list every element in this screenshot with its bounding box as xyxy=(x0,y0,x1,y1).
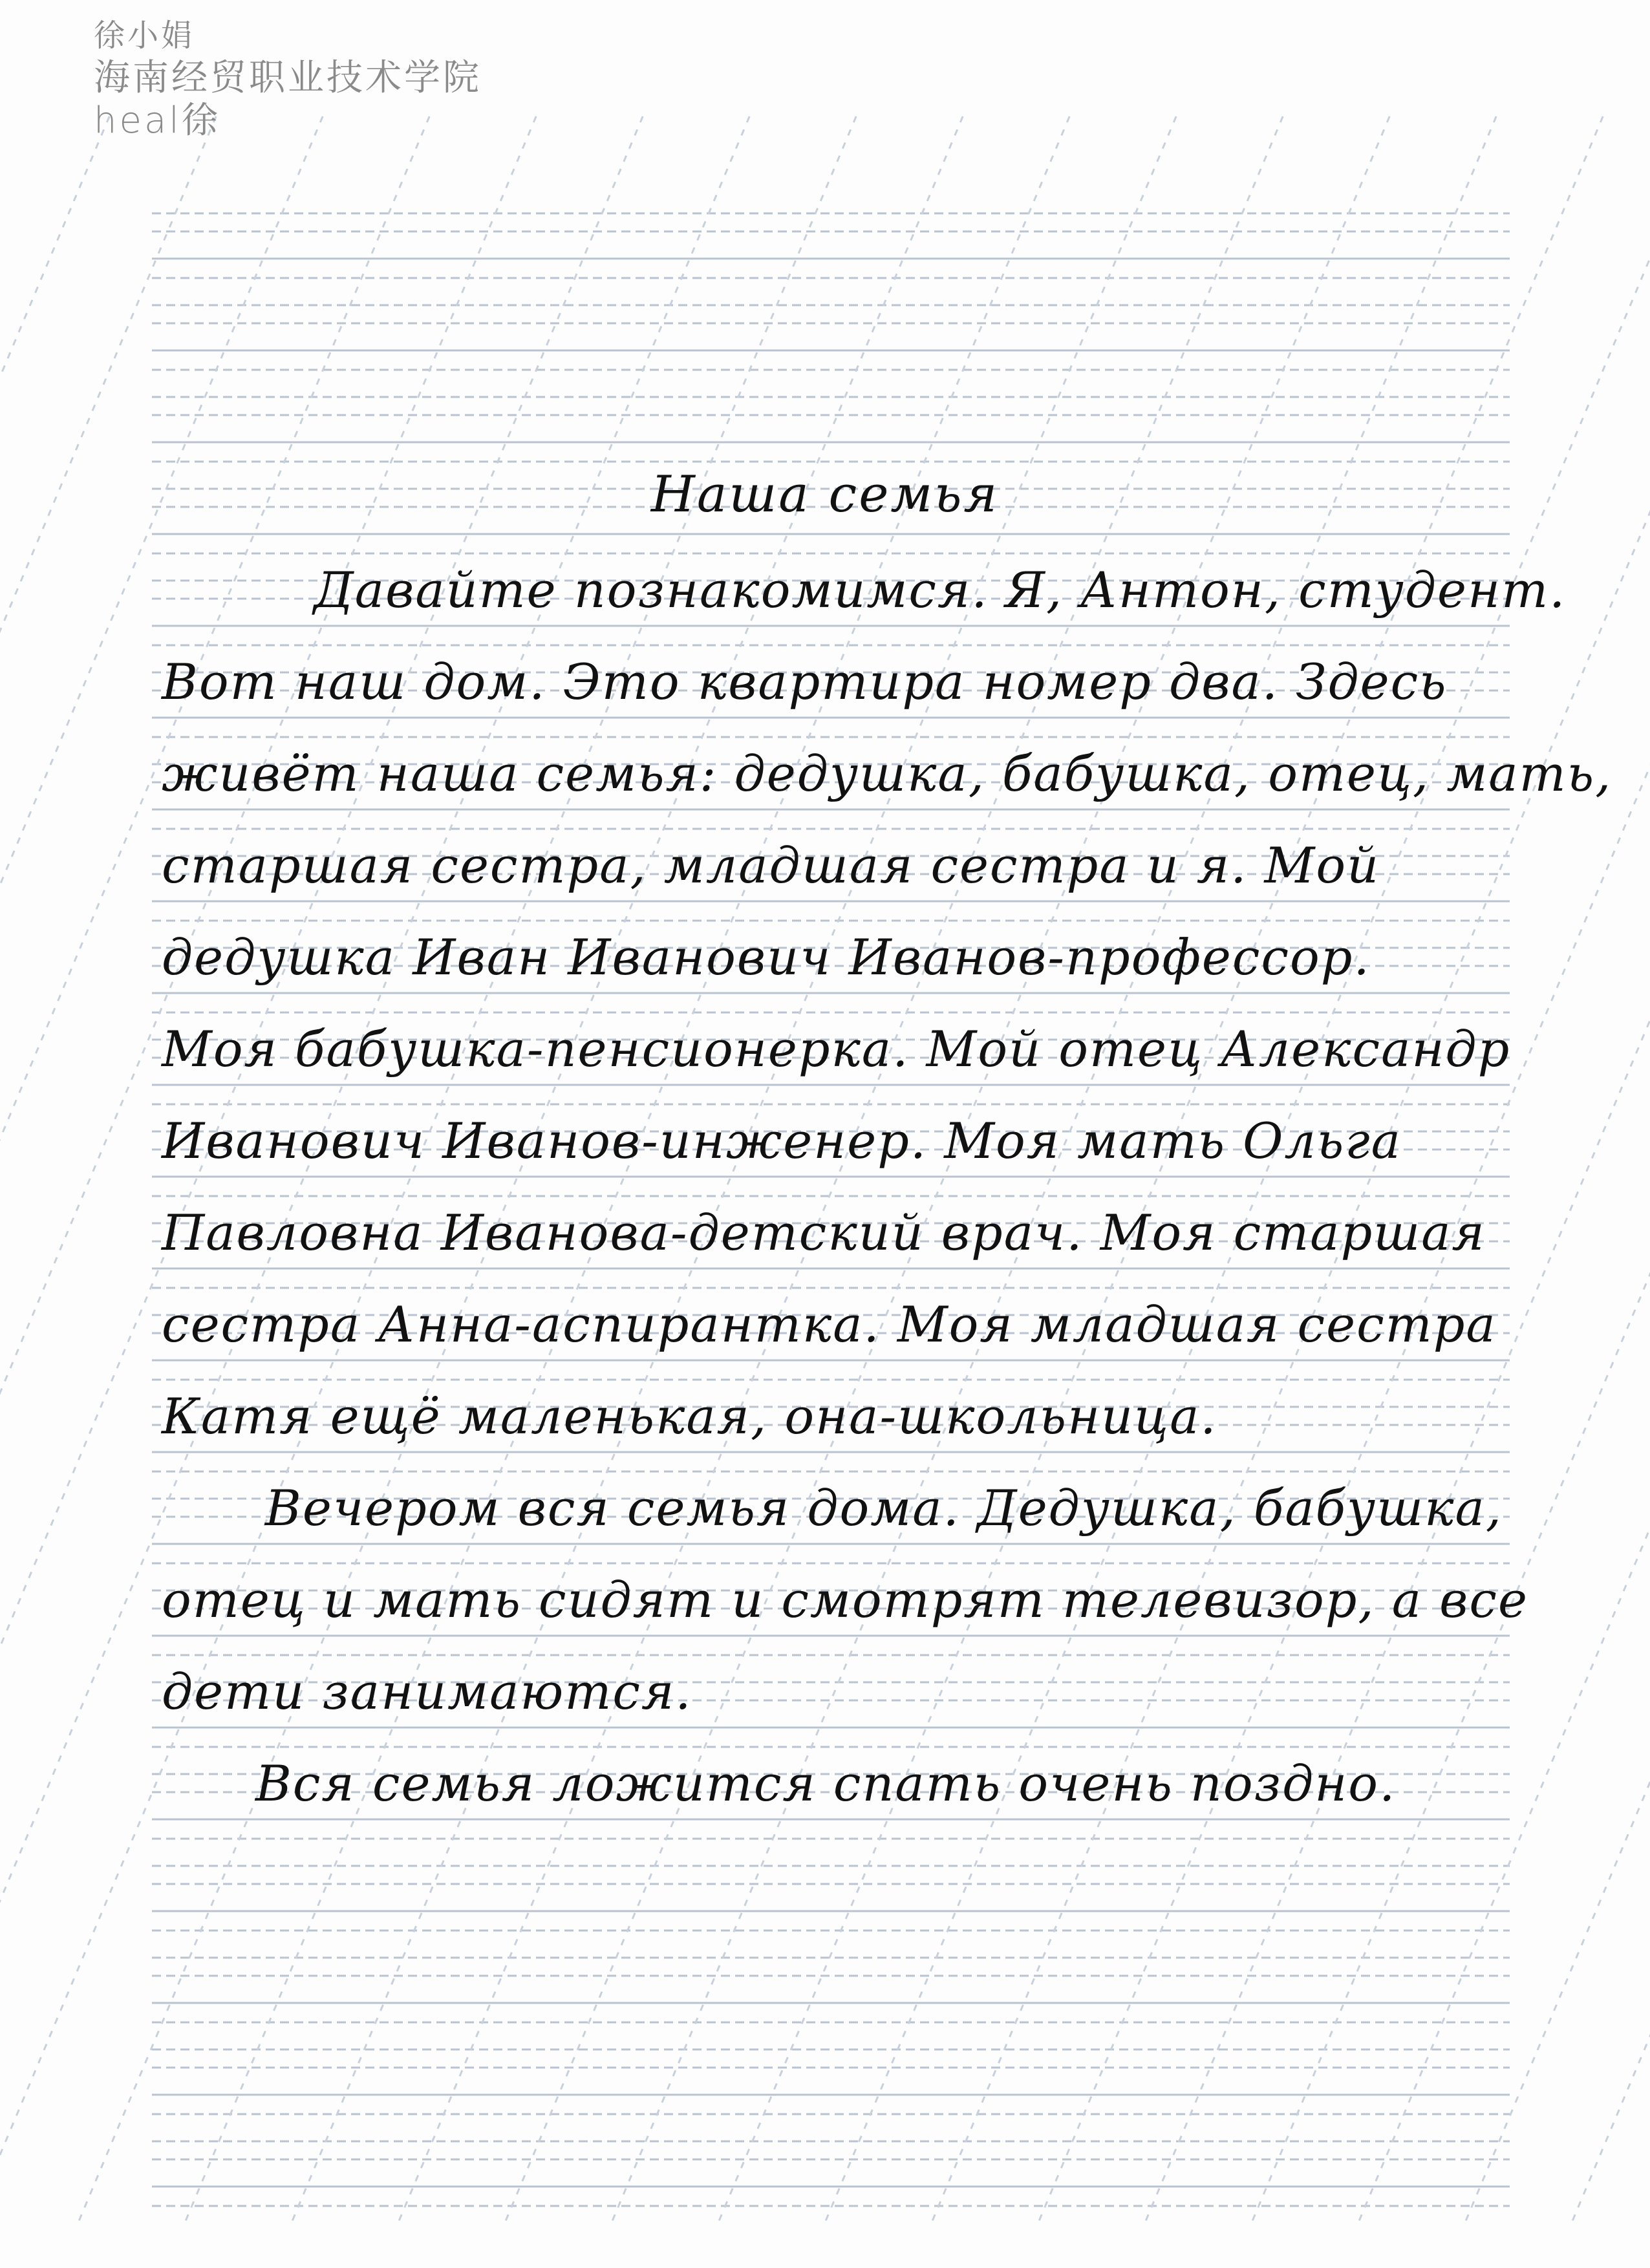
slant-guide-line xyxy=(0,116,216,2224)
text-line: отец и мать сидят и смотрят телевизор, а все xyxy=(162,1571,1528,1629)
slant-guide-line xyxy=(184,116,1069,2224)
school-name: 海南经贸职业技术学院 xyxy=(94,57,482,99)
slant-guide-line xyxy=(398,116,1283,2224)
student-name: 徐小娟 xyxy=(94,17,195,54)
text-line: сестра Анна-аспирантка. Моя младшая сестра xyxy=(162,1296,1497,1353)
slant-guide-line xyxy=(1038,116,1650,2224)
signature: heal徐 xyxy=(94,100,220,142)
slant-guide-line xyxy=(78,116,963,2224)
slant-guide-line xyxy=(1464,116,1650,2224)
slant-guide-line xyxy=(0,116,536,2224)
slant-guide-line xyxy=(0,116,856,2224)
text-line: старшая сестра, младшая сестра и я. Мой xyxy=(162,837,1380,894)
slant-guide-line xyxy=(824,116,1650,2224)
text-line: дети занимаются. xyxy=(162,1663,692,1720)
slant-guide-line xyxy=(1144,116,1650,2224)
text-line: Павловна Иванова-детский врач. Моя старшая xyxy=(162,1204,1486,1261)
slant-guide-line xyxy=(504,116,1389,2224)
page-title: Наша семья xyxy=(650,465,1000,524)
slant-guide-line xyxy=(611,116,1496,2224)
slant-guide-line xyxy=(0,116,323,2224)
slant-guide-line xyxy=(1571,116,1650,2224)
text-line: Иванович Иванов-инженер. Моя мать Ольга xyxy=(162,1112,1402,1170)
slant-guide-line xyxy=(0,116,643,2224)
slant-guide-line xyxy=(1358,116,1650,2224)
text-line: Вот наш дом. Это квартира номер два. Здесь xyxy=(162,653,1448,711)
slant-guide-line xyxy=(718,116,1603,2224)
text-line: Вся семья ложится спать очень поздно. xyxy=(255,1755,1397,1812)
slant-guide-line xyxy=(931,116,1650,2224)
text-line: живёт наша семья: дедушка, бабушка, отец, мать, xyxy=(162,745,1612,802)
slant-guide-line xyxy=(1251,116,1650,2224)
text-line: Моя бабушка-пенсионерка. Мой отец Александр xyxy=(162,1020,1511,1078)
slant-guide-line xyxy=(291,116,1176,2224)
text-line: Катя ещё маленькая, она-школьница. xyxy=(162,1387,1217,1445)
handwritten-header-note xyxy=(94,14,676,142)
text-line: Давайте познакомимся. Я, Антон, студент. xyxy=(314,561,1567,619)
text-line: Вечером вся семья дома. Дедушка, бабушка, xyxy=(265,1479,1503,1537)
slant-guide-line xyxy=(0,116,429,2224)
slant-guide-line xyxy=(0,116,749,2224)
text-line: дедушка Иван Иванович Иванов-профессор. xyxy=(162,928,1371,986)
